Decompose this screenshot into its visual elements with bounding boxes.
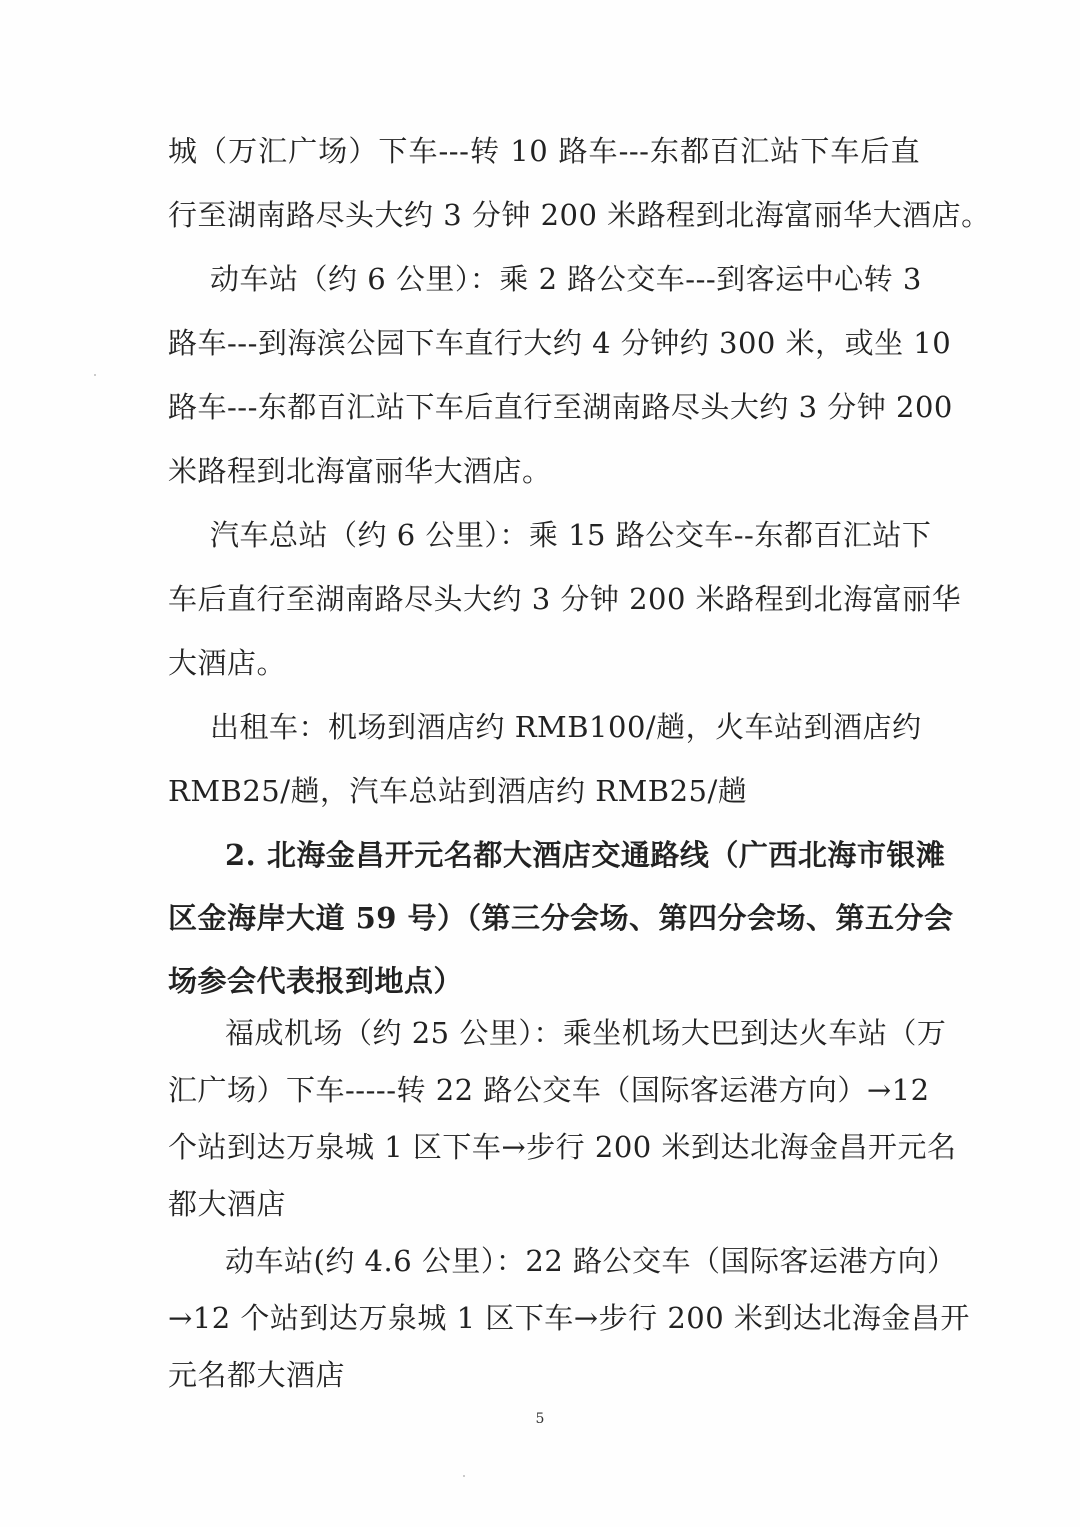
text-line: 大酒店。 [168, 646, 287, 680]
text-line: 元名都大酒店 [168, 1358, 346, 1392]
text-line: 路车---东都百汇站下车后直行至湖南路尽头大约 3 分钟 200 [168, 390, 953, 424]
text-line: 城（万汇广场）下车---转 10 路车---东都百汇站下车后直 [168, 134, 920, 168]
text-line: 个站到达万泉城 1 区下车→步行 200 米到达北海金昌开元名 [168, 1130, 957, 1164]
paragraph-first-line: 汽车总站（约 6 公里）：乘 15 路公交车--东都百汇站下 [210, 518, 932, 552]
text-line: 都大酒店 [168, 1187, 287, 1221]
paragraph-first-line: 动车站(约 4.6 公里）：22 路公交车（国际客运港方向） [225, 1244, 957, 1278]
text-line: 路车---到海滨公园下车直行大约 4 分钟约 300 米，或坐 10 [168, 326, 952, 360]
text-line: 米路程到北海富丽华大酒店。 [168, 454, 552, 488]
text-line: 汇广场）下车-----转 22 路公交车（国际客运港方向）→12 [168, 1073, 930, 1107]
paragraph-first-line: 福成机场（约 25 公里）：乘坐机场大巴到达火车站（万 [225, 1016, 947, 1050]
text-line: 车后直行至湖南路尽头大约 3 分钟 200 米路程到北海富丽华 [168, 582, 962, 616]
text-line: 行至湖南路尽头大约 3 分钟 200 米路程到北海富丽华大酒店。 [168, 198, 991, 232]
page-number: 5 [535, 1411, 545, 1427]
text-line: RMB25/趟，汽车总站到酒店约 RMB25/趟 [168, 774, 748, 808]
section-heading: 2. 北海金昌开元名都大酒店交通路线（广西北海市银滩 [225, 838, 946, 872]
scan-speck [463, 1475, 465, 1477]
scan-speck [94, 374, 96, 376]
paragraph-first-line: 动车站（约 6 公里）：乘 2 路公交车---到客运中心转 3 [210, 262, 922, 296]
paragraph-first-line: 出租车：机场到酒店约 RMB100/趟，火车站到酒店约 [210, 710, 922, 744]
text-line: →12 个站到达万泉城 1 区下车→步行 200 米到达北海金昌开 [168, 1301, 970, 1335]
section-heading: 场参会代表报到地点） [168, 964, 464, 998]
section-heading: 区金海岸大道 59 号）（第三分会场、第四分会场、第五分会 [168, 901, 954, 935]
